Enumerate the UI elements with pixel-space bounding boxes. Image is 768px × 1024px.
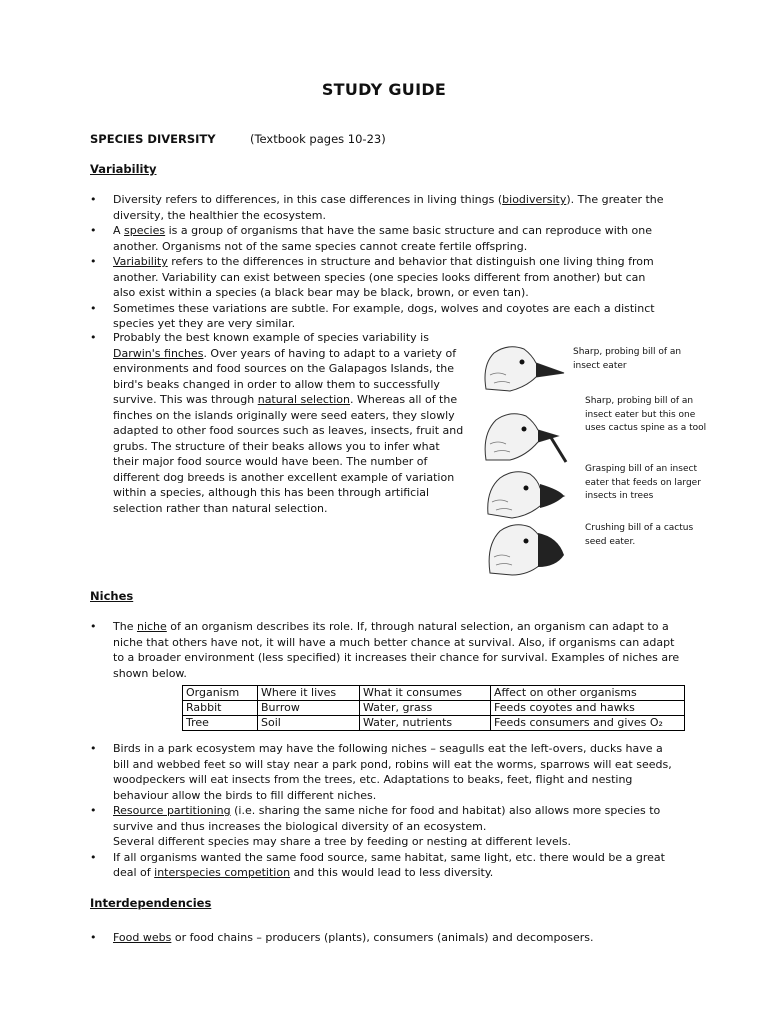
- table-header-cell: What it consumes: [360, 686, 491, 701]
- table-header-row: [183, 686, 685, 701]
- table-header-cell: Affect on other organisms: [491, 686, 685, 701]
- finch-tool-user-illustration: [480, 402, 580, 466]
- list-item: • Birds in a park ecosystem may have the following niches – seagulls eat the left-overs, ducks have a bill and webbed feet so will stay near a park pond, robins will eat the worms, sparrows will eat seeds, woodpeckers will eat insects from the trees, etc. Adaptations to beaks, feet, flight and nesting behaviour allow the birds to fill different niches.: [90, 741, 675, 803]
- variability-list: [90, 192, 665, 332]
- section-heading: [90, 132, 216, 146]
- variability-heading: Variability: [90, 162, 157, 176]
- list-item: • Variability refers to the differences in structure and behavior that distinguish one living thing from another. Variability can exist between species (one species looks different from another) but can also exist within a species (a black bear may be black, brown, or even tan).: [90, 254, 665, 301]
- table-cell: Water, nutrients: [360, 716, 491, 731]
- term-resource-partitioning: Resource partitioning: [113, 804, 231, 817]
- table-row: [183, 716, 685, 731]
- table-row: [183, 701, 685, 716]
- table-cell: Tree: [183, 716, 258, 731]
- term-niche: niche: [136, 620, 167, 633]
- term-variability: Variability: [113, 255, 168, 268]
- niches-list: [90, 741, 675, 881]
- list-item: • Sometimes these variations are subtle. For example, dogs, wolves and coyotes are each a distinct species yet they are very similar.: [90, 301, 665, 332]
- list-item: • Probably the best known example of species variability is Darwin's finches. Over years of having to adapt to a variety of environments and food sources on the Galapagos Islands, the bird's beaks changed in order to allow them to successfully survive. This was through natural selection. Whereas all of the finches on the islands originally were seed eaters, they slowly adapted to other food sources such as leaves, insects, fruit and grubs. The structure of their beaks allows you to infer what their major food source would have been. The number of different dog breeds is another excellent example of variation within a species, although this has been through artificial selection rather than natural selection.: [90, 330, 465, 516]
- list-item: • Resource partitioning (i.e. sharing the same niche for food and habitat) also allows more species to survive and thus increases the biological diversity of an ecosystem. Several different species may share a tree by feeding or nesting at different levels.: [90, 803, 675, 850]
- term-food-webs: Food webs: [113, 931, 172, 944]
- table-cell: Rabbit: [183, 701, 258, 716]
- interdependencies-heading: Interdependencies: [90, 896, 212, 910]
- finch-caption-4: Crushing bill of a cactus seed eater.: [585, 523, 694, 547]
- finch-caption-1: Sharp, probing bill of an insect eater: [573, 347, 682, 371]
- list-item: • Food webs or food chains – producers (plants), consumers (animals) and decomposers.: [90, 930, 675, 946]
- table-cell: Feeds coyotes and hawks: [491, 701, 685, 716]
- term-natural-selection: natural selection: [257, 393, 350, 406]
- term-interspecies-competition: interspecies competition: [154, 866, 291, 879]
- list-item: • The niche of an organism describes its role. If, through natural selection, an organism can adapt to a niche that others have not, it will have a much better chance at survival. Also, if organisms can adapt to a broader environment (less specified) it increases their chance for survival. Examples of niches are shown below.: [90, 619, 680, 681]
- table-cell: Burrow: [258, 701, 360, 716]
- table-header-cell: Where it lives: [258, 686, 360, 701]
- finch-insect-eater-illustration: [480, 335, 570, 395]
- section-pages: (Textbook pages 10-23): [250, 132, 386, 146]
- finch-grasping-bill-illustration: [484, 462, 574, 520]
- finch-crushing-bill-illustration: [486, 515, 576, 577]
- term-biodiversity: biodiversity: [502, 193, 567, 206]
- page-title: STUDY GUIDE: [321, 80, 447, 99]
- finches-list: [90, 330, 465, 516]
- niches-table: [182, 685, 685, 731]
- niches-intro-list: [90, 619, 680, 681]
- finch-caption-2: Sharp, probing bill of an insect eater but this one uses cactus spine as a tool: [585, 396, 707, 433]
- term-darwins-finches: Darwin's finches: [113, 346, 204, 360]
- term-species: species: [124, 224, 166, 237]
- table-cell: Feeds consumers and gives O₂: [491, 716, 685, 731]
- finch-caption-3: Grasping bill of an insect eater that feeds on larger insects in trees: [585, 464, 701, 501]
- interdependencies-list: [90, 930, 675, 946]
- table-cell: Water, grass: [360, 701, 491, 716]
- table-header-cell: Organism: [183, 686, 258, 701]
- table-cell: Soil: [258, 716, 360, 731]
- list-item: • A species is a group of organisms that have the same basic structure and can reproduce with one another. Organisms not of the same species cannot create fertile offspring.: [90, 223, 665, 254]
- list-item: • Diversity refers to differences, in this case differences in living things (biodiversity). The greater the diversity, the healthier the ecosystem.: [90, 192, 665, 223]
- list-item: • If all organisms wanted the same food source, same habitat, same light, etc. there would be a great deal of interspecies competition and this would lead to less diversity.: [90, 850, 675, 881]
- niches-heading: Niches: [90, 589, 134, 603]
- section-name: SPECIES DIVERSITY: [90, 132, 216, 146]
